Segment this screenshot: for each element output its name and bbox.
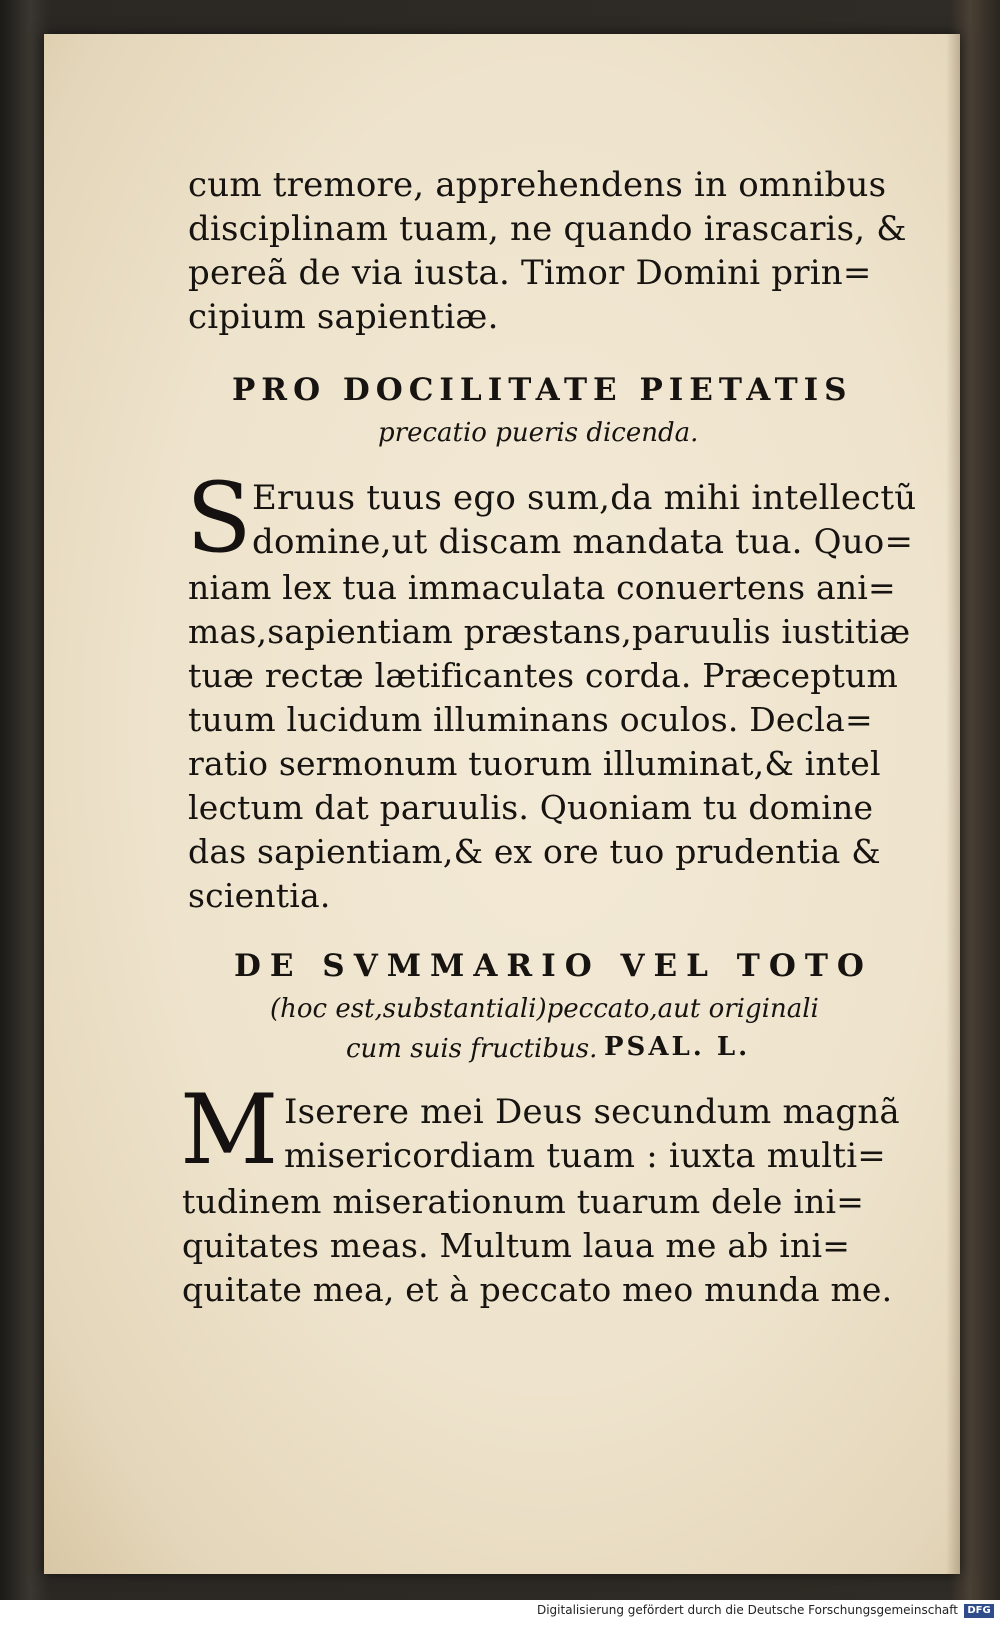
text-line: quitate mea, et à peccato meo munda me. [182, 1270, 893, 1309]
text-line: ratio sermonum tuorum illuminat,& intel [188, 744, 881, 783]
section-subheading-2a: (hoc est,substantiali)peccato,aut originali [270, 994, 819, 1024]
page-edge-shadow [946, 34, 960, 1574]
dropcap-m: M [180, 1074, 279, 1186]
dropcap-s: S [186, 462, 252, 574]
text-line: quitates meas. Multum laua me ab ini= [182, 1226, 851, 1265]
funding-notice: Digitalisierung gefördert durch die Deutsche Forschungsgemeinschaft [536, 1603, 958, 1617]
text-line: misericordiam tuam : iuxta multi= [284, 1136, 886, 1176]
text-line: tuum lucidum illuminans oculos. Decla= [188, 700, 873, 739]
dfg-logo: DFG [964, 1604, 994, 1618]
section-heading-2: DE SVMMARIO VEL TOTO [234, 948, 873, 984]
text-line: cipium sapientiæ. [188, 297, 499, 337]
text-line: lectum dat paruulis. Quoniam tu domine [188, 788, 874, 827]
text-line: pereã de via iusta. Timor Domini prin= [188, 253, 872, 293]
text-line: Eruus tuus ego sum,da mihi intellectũ [252, 478, 917, 518]
psalm-reference: PSAL. L. [604, 1032, 751, 1062]
text-line: domine,ut discam mandata tua. Quo= [252, 522, 914, 562]
text-line: Iserere mei Deus secundum magnã [284, 1092, 900, 1132]
text-line: tuæ rectæ lætificantes corda. Præceptum [188, 656, 899, 695]
section-subheading-2b: cum suis fructibus. [346, 1034, 598, 1064]
text-line: das sapientiam,& ex ore tuo prudentia & [188, 832, 881, 871]
section-heading-1: PRO DOCILITATE PIETATIS [232, 372, 853, 408]
text-line: tudinem miserationum tuarum dele ini= [182, 1182, 865, 1221]
text-line: cum tremore, apprehendens in omnibus [188, 165, 887, 205]
text-line: niam lex tua immaculata conuertens ani= [188, 568, 896, 607]
text-line: scientia. [188, 876, 331, 915]
text-line: mas,sapientiam præstans,paruulis iustitiæ [188, 612, 911, 651]
section-subheading-1: precatio pueris dicenda. [378, 418, 699, 448]
text-line: disciplinam tuam, ne quando irascaris, & [188, 209, 907, 249]
